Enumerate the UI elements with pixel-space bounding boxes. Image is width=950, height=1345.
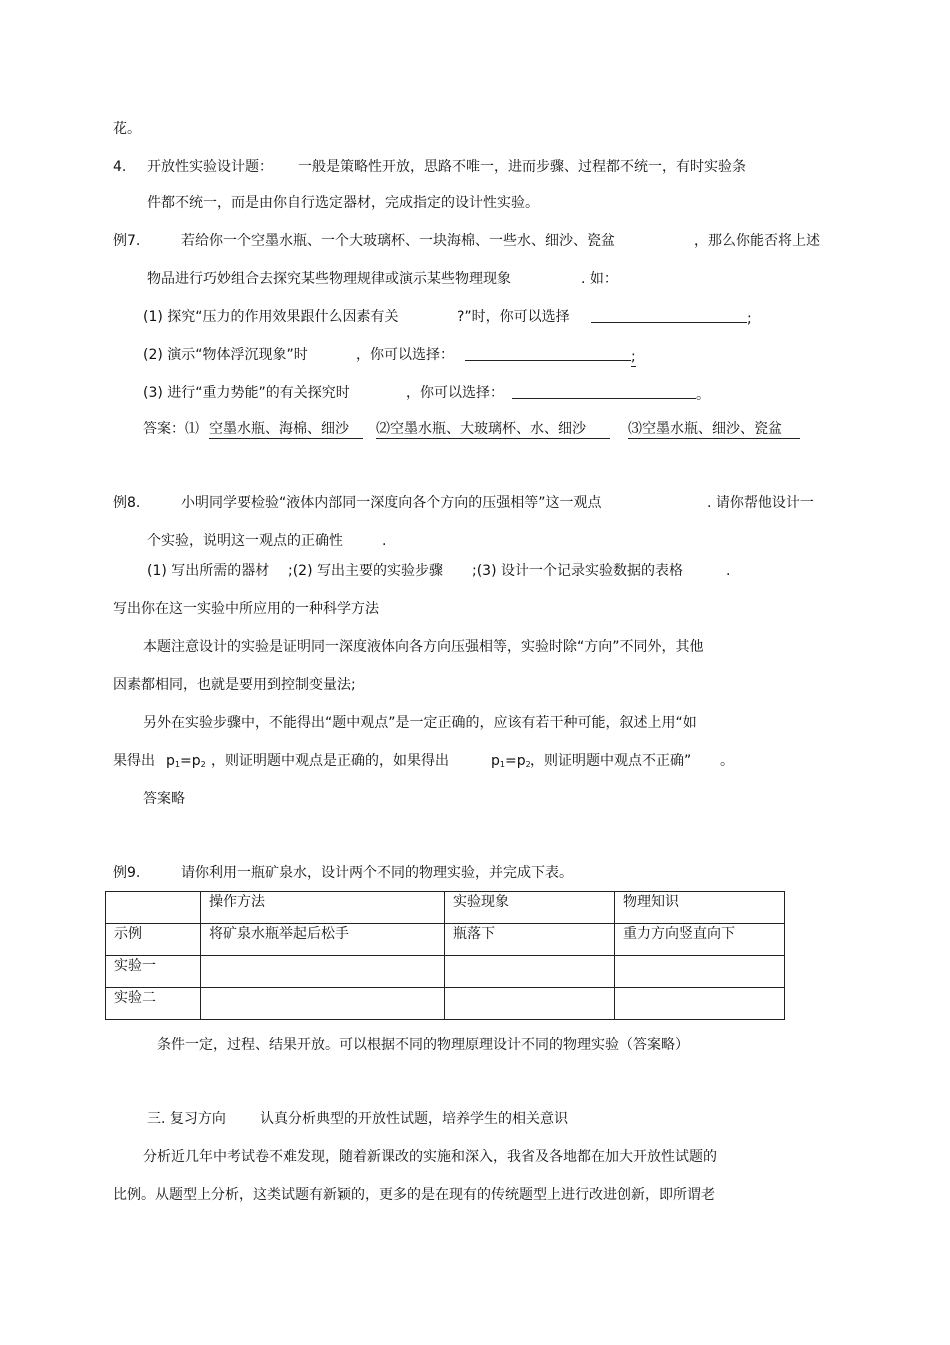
answer-2: ⑵空墨水瓶、大玻璃杯、水、细沙 (376, 420, 610, 438)
text-line: 件都不统一，而是由你自行选定器材，完成指定的设计性实验。 (147, 195, 539, 211)
text-line: 花。 (113, 121, 141, 137)
text-line: 本题注意设计的实验是证明同一深度液体向各方向压强相等，实验时除“方向”不同外，其他 (143, 639, 704, 655)
text-line: . 请你帮他设计一 (707, 495, 814, 511)
text-line: 若给你一个空墨水瓶、一个大玻璃杯、一块海棉、一些水、细沙、瓷盆 (181, 233, 615, 249)
text-line: 一般是策略性开放，思路不唯一，进而步骤、过程都不统一，有时实验条 (298, 159, 746, 175)
text-line: 小明同学要检验“液体内部同一深度向各个方向的压强相等”这一观点 (181, 495, 602, 511)
answer-3: ⑶空墨水瓶、细沙、瓷盆 (628, 420, 800, 438)
text-line: 因素都相同，也就是要用到控制变量法; (113, 677, 356, 693)
text-line: . 如： (581, 271, 618, 287)
formula: $p_1=p_2$ (166, 753, 206, 769)
table-cell: 示例 (106, 924, 201, 956)
section-heading: 三. 复习方向 (147, 1111, 226, 1127)
text-line: 另外在实验步骤中，不能得出“题中观点”是一定正确的，应该有若干种可能，叙述上用“如 (143, 715, 697, 731)
table-cell: 将矿泉水瓶举起后松手 (201, 924, 445, 956)
answer-blank: ; (591, 308, 752, 328)
text-line: ;(2) 写出主要的实验步骤 (288, 563, 443, 579)
question-2: (2) 演示“物体浮沉现象”时 (143, 347, 308, 363)
answer-label: 答案：⑴ (143, 421, 199, 437)
example-label: 例7. (113, 233, 141, 249)
table-cell (615, 988, 785, 1020)
table-cell (445, 988, 615, 1020)
text-line: 请你利用一瓶矿泉水，设计两个不同的物理实验，并完成下表。 (181, 865, 573, 881)
table-header-cell: 物理知识 (615, 892, 785, 924)
table-row (106, 956, 785, 988)
section-title: 认真分析典型的开放性试题，培养学生的相关意识 (260, 1111, 568, 1127)
text-line: 个实验，说明这一观点的正确性 (147, 533, 343, 549)
text-line: ;(3) 设计一个记录实验数据的表格 (472, 563, 683, 579)
text-line: 分析近几年中考试卷不难发现，随着新课改的实施和深入，我省及各地都在加大开放性试题的 (143, 1149, 717, 1165)
table-row (106, 988, 785, 1020)
text-line: ?”时，你可以选择 (457, 309, 570, 325)
example-label: 例9. (113, 865, 141, 881)
table-cell (445, 956, 615, 988)
table-header-cell: 实验现象 (445, 892, 615, 924)
question-1: (1) 探究“压力的作用效果跟什么因素有关 (143, 309, 399, 325)
text-line: . (382, 533, 387, 549)
text-line: ，那么你能否将上述 (694, 233, 820, 249)
text-line: ，则证明题中观点不正确” (530, 753, 692, 769)
table-cell (615, 956, 785, 988)
text-line: (1) 写出所需的器材 (147, 563, 270, 579)
experiment-table (105, 891, 785, 1020)
text-line: 比例。从题型上分析，这类试题有新颖的，更多的是在现有的传统题型上进行改进创新，即所谓老 (113, 1187, 715, 1203)
table-header-cell: 操作方法 (201, 892, 445, 924)
item-number: 4. (113, 159, 127, 175)
table-cell: 重力方向竖直向下 (615, 924, 785, 956)
item-heading: 开放性实验设计题： (147, 159, 273, 175)
table-row (106, 924, 785, 956)
text-line: 条件一定，过程、结果开放。可以根据不同的物理原理设计不同的物理实验（答案略） (157, 1037, 689, 1053)
formula: $p_1=p_2$ (491, 753, 531, 769)
table-cell: 瓶落下 (445, 924, 615, 956)
text-line: ，你可以选择： (356, 347, 454, 363)
text-line: 果得出 (113, 753, 155, 769)
table-cell (201, 988, 445, 1020)
answer-blank: ; (465, 346, 636, 366)
table-cell: 实验二 (106, 988, 201, 1020)
question-3: (3) 进行“重力势能”的有关探究时 (143, 385, 350, 401)
answer-blank: 。 (512, 384, 710, 404)
table-cell (106, 892, 201, 924)
example-label: 例8. (113, 495, 141, 511)
text-line: . (726, 563, 731, 579)
text-line: ，则证明题中观点是正确的，如果得出 (211, 753, 449, 769)
table-header-row (106, 892, 785, 924)
text-line: 。 (720, 753, 734, 769)
text-line: 答案略 (143, 791, 185, 807)
text-line: ，你可以选择： (406, 385, 504, 401)
table-cell: 实验一 (106, 956, 201, 988)
text-line: 物品进行巧妙组合去探究某些物理规律或演示某些物理现象 (147, 271, 511, 287)
table-cell (201, 956, 445, 988)
answer-1: 空墨水瓶、海棉、细沙 (209, 420, 363, 438)
text-line: 写出你在这一实验中所应用的一种科学方法 (113, 601, 379, 617)
